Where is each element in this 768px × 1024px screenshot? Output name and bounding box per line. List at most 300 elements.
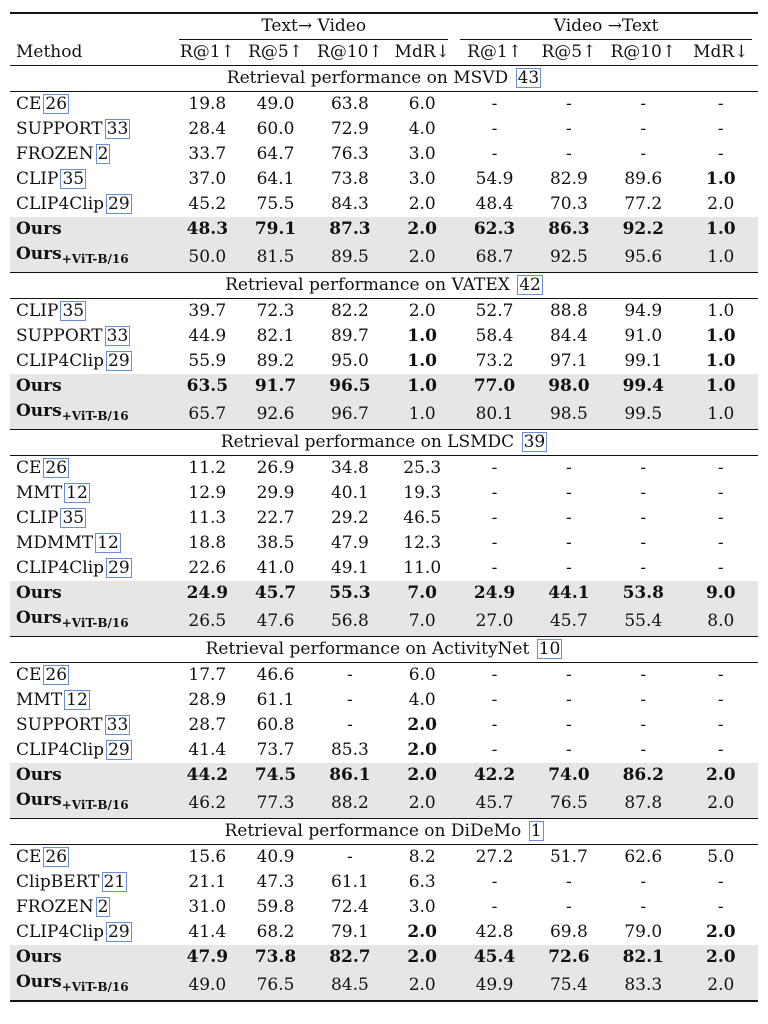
metric-cell: 2.0 (684, 788, 758, 819)
metric-cell: - (717, 740, 724, 760)
metric-cell: 87.3 (310, 217, 391, 242)
metric-cell: - (566, 144, 572, 164)
method-subscript: +ViT-B/16 (61, 409, 129, 423)
metric-cell: 22.6 (188, 558, 227, 578)
table-row (10, 506, 758, 531)
metric-cell: 52.7 (454, 299, 535, 325)
citation-link[interactable]: 21 (103, 872, 126, 892)
metric-cell: 47.6 (241, 606, 309, 637)
citation-link[interactable]: 1 (530, 821, 542, 841)
citation-link[interactable]: 33 (106, 326, 129, 346)
method-cell (10, 299, 173, 325)
metric-cell: 50.0 (173, 242, 241, 273)
metric-cell: 41.4 (188, 740, 227, 760)
table-row (10, 324, 758, 349)
metric-cell: 8.0 (684, 606, 758, 637)
metric-cell: 48.3 (173, 217, 241, 242)
header-method: Method (16, 42, 83, 62)
section-title (10, 273, 758, 299)
metric-cell: 60.8 (256, 715, 295, 735)
metric-cell: 86.1 (310, 763, 391, 788)
metric-cell: 27.2 (454, 845, 535, 871)
header-col-1: R@5↑ (248, 42, 303, 62)
metric-cell: - (640, 690, 647, 710)
metric-cell: 22.7 (256, 508, 295, 528)
method-cell (10, 581, 173, 606)
metric-cell: 96.7 (310, 399, 391, 430)
section-header-row (10, 637, 758, 663)
method-cell (10, 606, 173, 637)
metric-cell: 45.7 (241, 581, 309, 606)
method-cell (10, 788, 173, 819)
results-table-container (10, 12, 758, 1002)
metric-cell: 88.8 (535, 299, 603, 325)
method-name: Ours (16, 765, 62, 785)
metric-cell: 5.0 (684, 845, 758, 871)
metric-cell: 33.7 (188, 144, 227, 164)
table-body (10, 66, 758, 1002)
table-row (10, 456, 758, 482)
metric-cell: - (684, 663, 758, 689)
metric-cell: 72.9 (330, 119, 369, 139)
metric-cell: 47.9 (330, 533, 369, 553)
metric-cell: 3.0 (408, 897, 436, 917)
header-col-5: R@5↑ (541, 42, 597, 62)
method-cell (10, 142, 173, 167)
metric-cell: 18.8 (188, 533, 227, 553)
metric-cell: 1.0 (684, 217, 758, 242)
metric-cell: - (603, 456, 684, 482)
section-header-row (10, 66, 758, 92)
metric-cell: - (566, 558, 572, 578)
metric-cell: 1.0 (390, 399, 454, 430)
metric-cell: - (491, 558, 498, 578)
method-name: SUPPORT (16, 715, 103, 735)
section-title (10, 637, 758, 663)
method-cell (10, 763, 173, 788)
metric-cell: 2.0 (390, 763, 454, 788)
citation-link[interactable]: 12 (66, 690, 88, 710)
metric-cell: 82.7 (310, 945, 391, 970)
metric-cell: 12.3 (403, 533, 442, 553)
metric-cell: 2.0 (390, 242, 454, 273)
method-cell (10, 920, 173, 945)
method-name: CLIP4Clip (16, 194, 105, 214)
section-header-row (10, 430, 758, 456)
table-row (10, 299, 758, 325)
metric-cell: 95.6 (603, 242, 684, 273)
method-name: FROZEN (16, 897, 94, 917)
metric-cell: 76.5 (535, 788, 603, 819)
method-name: Ours (16, 401, 62, 421)
metric-cell: 24.9 (454, 581, 535, 606)
metric-cell: 98.5 (535, 399, 603, 430)
metric-cell: 72.4 (330, 897, 369, 917)
metric-cell: - (603, 663, 684, 689)
metric-cell: 62.6 (603, 845, 684, 871)
metric-cell: 64.1 (256, 169, 295, 189)
header-col-4: R@1↑ (467, 42, 522, 62)
group-video-to-text (454, 13, 758, 40)
metric-cell: - (640, 872, 647, 892)
method-name: CLIP (16, 301, 59, 321)
metric-cell: - (566, 872, 572, 892)
metric-cell: 86.3 (535, 217, 603, 242)
metric-cell: 1.0 (684, 242, 758, 273)
method-name: CLIP4Clip (16, 922, 105, 942)
metric-cell: 28.7 (188, 715, 227, 735)
method-cell (10, 531, 173, 556)
metric-cell: - (491, 533, 498, 553)
metric-cell: 6.0 (390, 663, 454, 689)
metric-cell: - (566, 897, 572, 917)
metric-cell: 63.5 (173, 374, 241, 399)
metric-cell: 1.0 (706, 326, 736, 346)
metric-cell: - (566, 119, 572, 139)
metric-cell: - (491, 508, 498, 528)
method-cell (10, 456, 173, 482)
table-row (10, 192, 758, 217)
metric-cell: 4.0 (408, 119, 436, 139)
metric-cell: - (491, 144, 498, 164)
metric-cell: - (535, 92, 603, 118)
metric-cell: 86.2 (603, 763, 684, 788)
metric-cell: 95.0 (330, 351, 369, 371)
citation-link[interactable]: 2 (97, 144, 109, 164)
citation-link[interactable]: 26 (45, 847, 68, 867)
metric-cell: 44.1 (535, 581, 603, 606)
metric-cell: 49.9 (454, 970, 535, 1001)
metric-cell: 6.0 (390, 92, 454, 118)
citation-link[interactable]: 26 (45, 458, 68, 478)
metric-cell: 92.2 (603, 217, 684, 242)
table-row (10, 481, 758, 506)
metric-cell: - (684, 92, 758, 118)
method-name: CLIP4Clip (16, 351, 105, 371)
metric-cell: - (310, 663, 391, 689)
metric-cell: 77.2 (624, 194, 663, 214)
citation-link[interactable]: 35 (62, 508, 85, 528)
table-row (10, 531, 758, 556)
table-row-ours (10, 788, 758, 819)
metric-cell: - (454, 663, 535, 689)
metric-cell: - (347, 690, 353, 710)
method-name: Ours (16, 972, 62, 992)
metric-cell: 97.1 (549, 351, 588, 371)
metric-cell: 65.7 (173, 399, 241, 430)
method-name: Ours (16, 219, 62, 239)
metric-cell: 40.1 (330, 483, 369, 503)
metric-cell: 84.4 (549, 326, 588, 346)
method-subscript: +ViT-B/16 (61, 252, 129, 266)
section-title (10, 430, 758, 456)
metric-cell: - (491, 483, 498, 503)
table-row (10, 117, 758, 142)
method-name: SUPPORT (16, 326, 103, 346)
metric-cell: 11.3 (188, 508, 227, 528)
metric-cell: 19.3 (403, 483, 442, 503)
citation-link[interactable]: 29 (108, 922, 130, 942)
group-text-to-video (173, 13, 454, 40)
table-row-ours (10, 374, 758, 399)
metric-cell: 82.2 (310, 299, 391, 325)
metric-cell: 48.4 (475, 194, 514, 214)
metric-cell: 41.0 (256, 558, 295, 578)
metric-cell: 79.1 (241, 217, 309, 242)
metric-cell: 68.2 (256, 922, 295, 942)
metric-cell: 26.9 (241, 456, 309, 482)
metric-cell: 11.0 (403, 558, 442, 578)
metric-cell: 91.7 (241, 374, 309, 399)
metric-cell: 79.0 (624, 922, 663, 942)
citation-link[interactable]: 39 (523, 432, 546, 452)
method-cell (10, 713, 173, 738)
method-name: Ours (16, 583, 62, 603)
metric-cell: 2.0 (407, 740, 437, 760)
metric-cell: - (717, 533, 724, 553)
metric-cell: 8.2 (390, 845, 454, 871)
metric-cell: 72.6 (535, 945, 603, 970)
metric-cell: 28.9 (188, 690, 227, 710)
metric-cell: 2.0 (684, 970, 758, 1001)
method-name: CLIP (16, 169, 59, 189)
metric-cell: 21.1 (188, 872, 227, 892)
metric-cell: 45.7 (535, 606, 603, 637)
citation-link[interactable]: 10 (538, 639, 561, 659)
citation-link[interactable]: 2 (97, 897, 109, 917)
citation-link[interactable]: 29 (108, 740, 130, 760)
metric-cell: - (640, 119, 647, 139)
metric-cell: 2.0 (706, 922, 736, 942)
metric-cell: - (640, 715, 647, 735)
metric-cell: 61.1 (256, 690, 295, 710)
retrieval-results-table (10, 12, 758, 1002)
metric-cell: - (491, 740, 498, 760)
metric-cell: - (717, 872, 724, 892)
metric-cell: 1.0 (706, 169, 736, 189)
section-title-text: Retrieval performance on DiDeMo (224, 821, 522, 841)
citation-link[interactable]: 12 (97, 533, 119, 553)
table-row (10, 142, 758, 167)
metric-cell: 4.0 (408, 690, 436, 710)
metric-cell: 77.3 (241, 788, 309, 819)
metric-cell: 49.0 (173, 970, 241, 1001)
table-row (10, 920, 758, 945)
metric-cell: 2.0 (390, 945, 454, 970)
metric-cell: - (491, 872, 498, 892)
method-name: ClipBERT (16, 872, 100, 892)
metric-cell: 75.5 (256, 194, 295, 214)
metric-cell: 69.8 (549, 922, 588, 942)
metric-cell: 76.5 (241, 970, 309, 1001)
metric-cell: 41.4 (188, 922, 227, 942)
metric-cell: 62.3 (454, 217, 535, 242)
metric-cell: 89.5 (310, 242, 391, 273)
header-col-3: MdR↓ (394, 42, 450, 62)
table-row (10, 663, 758, 689)
method-name: MDMMT (16, 533, 94, 553)
metric-cell: 6.3 (408, 872, 436, 892)
method-name: CLIP4Clip (16, 558, 105, 578)
metric-cell: 45.7 (454, 788, 535, 819)
metric-cell: - (717, 715, 724, 735)
metric-cell: 47.9 (173, 945, 241, 970)
citation-link[interactable]: 29 (108, 351, 130, 371)
metric-cell: 11.2 (173, 456, 241, 482)
metric-cell: 1.0 (684, 399, 758, 430)
metric-cell: 82.9 (549, 169, 588, 189)
method-subscript: +ViT-B/16 (61, 798, 129, 812)
table-row-ours (10, 970, 758, 1001)
metric-cell: - (684, 456, 758, 482)
metric-cell: 1.0 (684, 299, 758, 325)
method-cell (10, 324, 173, 349)
metric-cell: 24.9 (173, 581, 241, 606)
method-name: CE (16, 458, 42, 478)
method-name: FROZEN (16, 144, 94, 164)
metric-cell: 81.5 (241, 242, 309, 273)
citation-link[interactable]: 35 (62, 301, 85, 321)
metric-cell: 46.6 (241, 663, 309, 689)
method-cell (10, 167, 173, 192)
section-header-row (10, 273, 758, 299)
method-subscript: +ViT-B/16 (61, 980, 129, 994)
metric-cell: 1.0 (706, 351, 736, 371)
section-title (10, 66, 758, 92)
metric-cell: 96.5 (310, 374, 391, 399)
citation-link[interactable]: 35 (62, 169, 85, 189)
table-row (10, 349, 758, 374)
citation-link[interactable]: 42 (519, 275, 541, 295)
metric-cell: 73.8 (330, 169, 369, 189)
metric-cell: - (535, 663, 603, 689)
metric-cell: - (491, 897, 498, 917)
metric-cell: 51.7 (535, 845, 603, 871)
metric-cell: - (717, 483, 724, 503)
method-cell (10, 506, 173, 531)
metric-cell: 19.8 (173, 92, 241, 118)
metric-cell: - (535, 456, 603, 482)
metric-cell: 17.7 (173, 663, 241, 689)
metric-cell: 99.5 (603, 399, 684, 430)
metric-cell: 85.3 (330, 740, 369, 760)
table-row-ours (10, 945, 758, 970)
metric-cell: 2.0 (407, 922, 437, 942)
metric-cell: 7.0 (390, 606, 454, 637)
metric-cell: 74.0 (535, 763, 603, 788)
metric-cell: - (491, 690, 498, 710)
metric-cell: 2.0 (684, 945, 758, 970)
metric-cell: 91.0 (624, 326, 663, 346)
metric-cell: 3.0 (408, 169, 436, 189)
method-name: CLIP (16, 508, 59, 528)
metric-cell: 88.2 (310, 788, 391, 819)
method-cell (10, 556, 173, 581)
method-cell (10, 242, 173, 273)
metric-cell: 46.5 (403, 508, 442, 528)
method-name: Ours (16, 947, 62, 967)
header-col-2: R@10↑ (317, 42, 383, 62)
method-cell (10, 481, 173, 506)
metric-cell: 89.2 (256, 351, 295, 371)
method-name: Ours (16, 244, 62, 264)
citation-link[interactable]: 43 (517, 68, 540, 88)
metric-cell: 56.8 (310, 606, 391, 637)
metric-cell: - (717, 508, 724, 528)
metric-cell: 49.0 (241, 92, 309, 118)
metric-cell: 25.3 (390, 456, 454, 482)
metric-cell: 45.2 (188, 194, 227, 214)
method-cell (10, 117, 173, 142)
metric-cell: 79.1 (330, 922, 369, 942)
header-col-6: R@10↑ (610, 42, 677, 62)
metric-cell: 73.7 (256, 740, 295, 760)
method-name: CLIP4Clip (16, 740, 105, 760)
metric-cell: 80.1 (454, 399, 535, 430)
metric-cell: 47.3 (256, 872, 295, 892)
metric-cell: - (717, 690, 724, 710)
metric-cell: - (640, 558, 647, 578)
metric-cell: 29.9 (256, 483, 295, 503)
citation-link[interactable]: 29 (108, 558, 130, 578)
method-cell (10, 349, 173, 374)
table-row (10, 167, 758, 192)
citation-link[interactable]: 26 (45, 665, 68, 685)
metric-cell: - (640, 533, 647, 553)
metric-cell: 2.0 (390, 970, 454, 1001)
table-row-ours (10, 763, 758, 788)
citation-link[interactable]: 26 (45, 94, 68, 114)
metric-cell: - (717, 558, 724, 578)
section-title-text: Retrieval performance on VATEX (225, 275, 510, 295)
method-cell (10, 945, 173, 970)
metric-cell: 55.4 (603, 606, 684, 637)
metric-cell: 64.7 (256, 144, 295, 164)
metric-cell: 94.9 (603, 299, 684, 325)
section-title-text: Retrieval performance on LSMDC (220, 432, 515, 452)
method-cell (10, 870, 173, 895)
metric-cell: 46.2 (173, 788, 241, 819)
metric-cell: - (640, 508, 647, 528)
metric-cell: 68.7 (454, 242, 535, 273)
header-col-0: R@1↑ (179, 42, 235, 62)
metric-cell: 55.3 (310, 581, 391, 606)
metric-cell: - (491, 119, 498, 139)
table-row (10, 556, 758, 581)
table-row-ours (10, 217, 758, 242)
method-name: Ours (16, 376, 62, 396)
method-name: MMT (16, 483, 63, 503)
citation-link[interactable]: 33 (106, 715, 129, 735)
citation-link[interactable]: 29 (108, 194, 130, 214)
citation-link[interactable]: 12 (66, 483, 88, 503)
section-header-row (10, 819, 758, 845)
method-name: CE (16, 847, 42, 867)
metric-cell: - (347, 715, 353, 735)
method-cell (10, 92, 173, 118)
metric-cell: 73.8 (241, 945, 309, 970)
method-name: CE (16, 94, 42, 114)
metric-cell: 73.2 (475, 351, 514, 371)
metric-cell: - (603, 92, 684, 118)
metric-cell: 99.4 (603, 374, 684, 399)
header-col-7: MdR↓ (693, 42, 749, 62)
metric-cell: - (640, 483, 647, 503)
metric-cell: 76.3 (330, 144, 369, 164)
metric-cell: - (640, 144, 647, 164)
method-name: MMT (16, 690, 63, 710)
citation-link[interactable]: 33 (106, 119, 129, 139)
